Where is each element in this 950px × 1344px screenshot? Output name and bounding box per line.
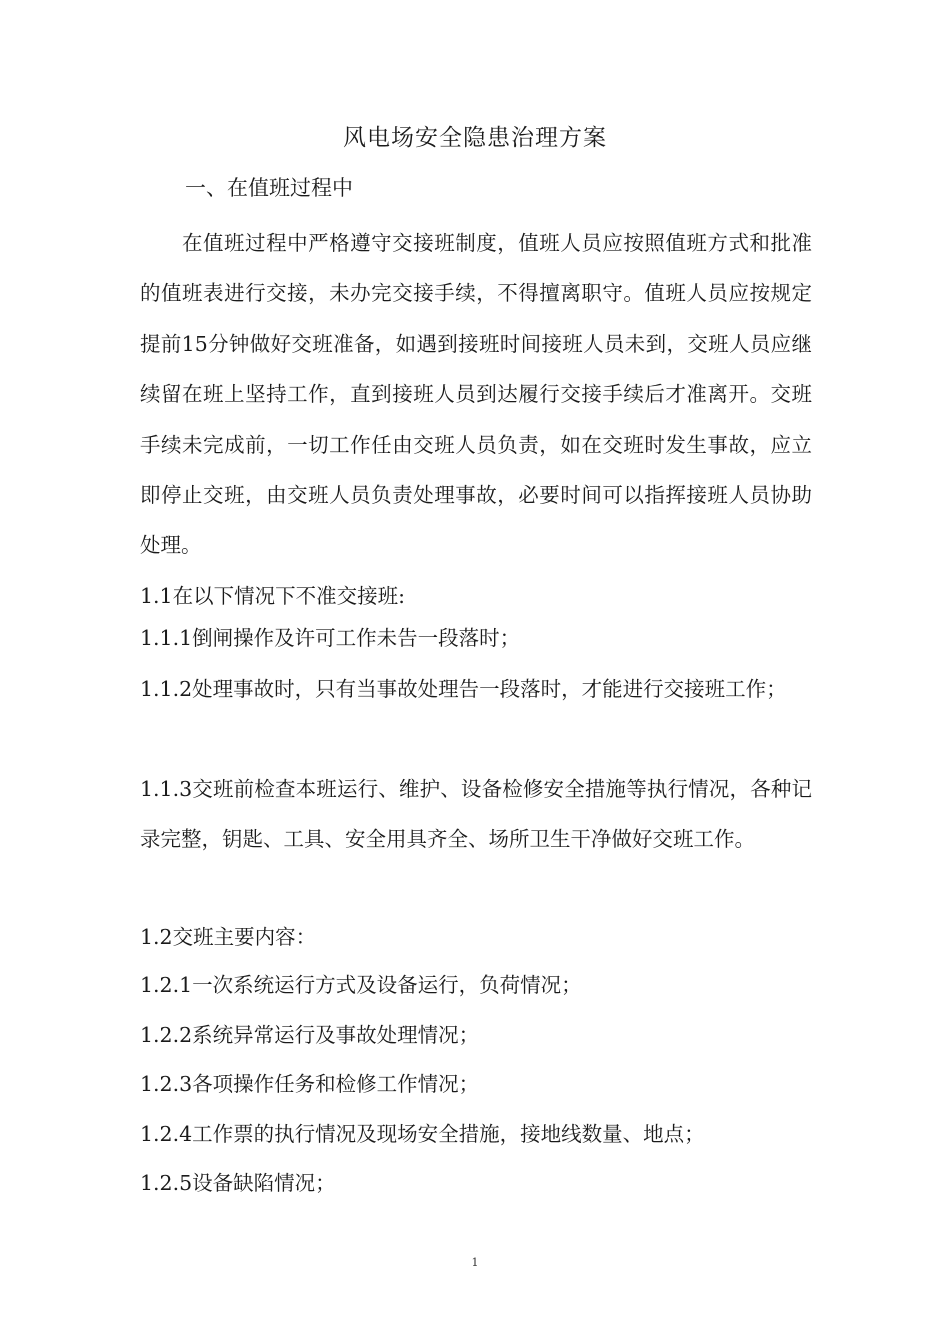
list-item: 1.1.2处理事故时，只有当事故处理告一段落时，才能进行交接班工作； [140, 677, 787, 701]
list-item: 1.1在以下情况下不准交接班: [140, 584, 406, 608]
list-item: 1.2.2系统异常运行及事故处理情况； [140, 1023, 480, 1047]
list-item: 1.2交班主要内容： [140, 925, 317, 949]
list-item: 1.1.3交班前检查本班运行、维护、设备检修安全措施等执行情况，各种记录完整，钥匙、工具、安全用具齐全、场所卫生干净做好交班工作。 [140, 777, 812, 852]
list-item: 1.2.4工作票的执行情况及现场安全措施，接地线数量、地点； [140, 1122, 705, 1146]
page-number: 1 [471, 1256, 479, 1269]
intro-paragraph: 在值班过程中严格遵守交接班制度，值班人员应按照值班方式和批准的值班表进行交接，未办完交接手续，不得擅离职守。值班人员应按规定提前15分钟做好交班准备，如遇到接班时间接班人员未到，交班人员应继续留在班上坚持工作，直到接班人员到达履行交接手续后才准离开。交班手续未完成前，一切工作任由交班人员负责，如在交班时发生事故，应立即停止交班，由交班人员负责处理事故，必要时间可以指挥接班人员协助处理。 [140, 231, 812, 558]
document-title: 风电场安全隐患治理方案 [343, 125, 607, 151]
list-item: 1.1.1倒闸操作及许可工作未告一段落时； [140, 626, 521, 650]
section-heading: 一、在值班过程中 [185, 176, 353, 200]
list-item: 1.2.3各项操作任务和检修工作情况； [140, 1072, 480, 1096]
list-item: 1.2.5设备缺陷情况； [140, 1171, 336, 1195]
list-item: 1.2.1一次系统运行方式及设备运行，负荷情况； [140, 973, 582, 997]
